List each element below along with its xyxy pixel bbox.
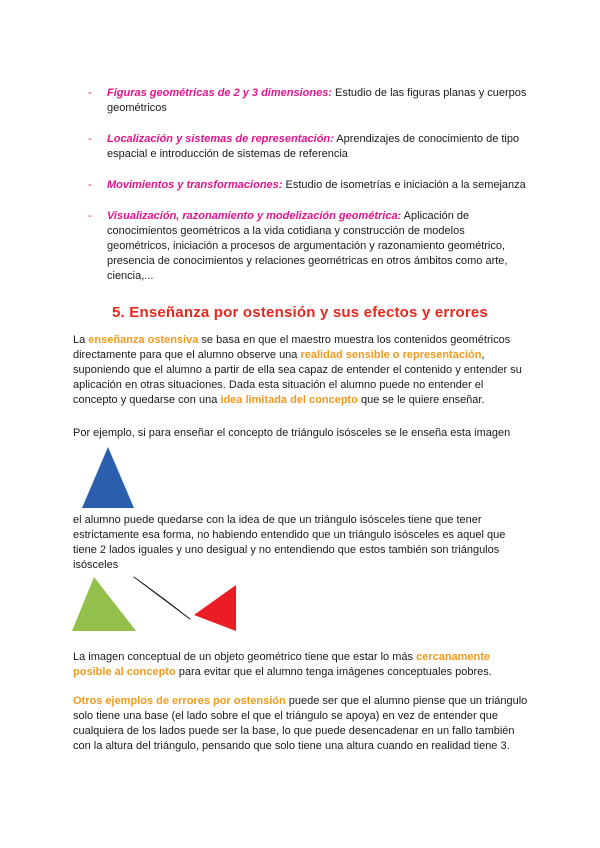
bullet-term: Movimientos y transformaciones:: [107, 179, 283, 191]
paragraph-concept-image: [73, 650, 531, 680]
bullet-text: Estudio de las figuras planas y cuerpos geométricos: [107, 87, 527, 114]
highlight-text: enseñanza ostensiva: [88, 334, 199, 346]
text-run: se basa en que el maestro muestra los contenidos geométricos directamente para que el alumno observe una: [73, 334, 511, 361]
bullet-body: [107, 86, 528, 116]
yellow-triangle-shape: [134, 577, 190, 619]
isosceles-triangles-group: [70, 575, 246, 633]
bullet-marker: -: [88, 87, 92, 99]
red-triangle-shape: [194, 585, 236, 631]
bullet-term: Figuras geométricas de 2 y 3 dimensiones:: [107, 87, 332, 99]
blue-isosceles-triangle: [80, 446, 136, 510]
bullet-body: [107, 209, 528, 284]
bullet-term: Visualización, razonamiento y modelización geométrica:: [107, 210, 402, 222]
bullet-text: Aplicación de conocimientos geométricos a la vida cotidiana y construcción de modelos geométricos, iniciación a procesos de argumentación y razonamiento geométrico, presencia de conocimientos y relaciones geométricas en otros ámbitos como arte, ciencia,...: [107, 210, 508, 282]
highlight-text: realidad sensible o representación: [300, 349, 482, 361]
section-heading: 5. Enseñanza por ostensión y sus efectos y errores: [112, 304, 488, 321]
bullet-body: [107, 132, 528, 162]
bullet-marker: -: [88, 179, 92, 191]
highlight-text: Otros ejemplos de errores por ostensión: [73, 695, 286, 707]
blue-triangle-shape: [82, 447, 134, 508]
paragraph-explanation: el alumno puede quedarse con la idea de que un triángulo isósceles tiene que tener estrictamente esa forma, no habiendo entendido que un triángulo isósceles es aquel que tiene 2 lados iguales y uno desigual y no entendiendo que estos también son triángulos isósceles: [73, 514, 506, 571]
bullet-marker: -: [88, 210, 92, 222]
text-run: , suponiendo que el alumno a partir de ella sea capaz de entender el contenido y entender su aplicación en otras situaciones. Dada esta situación el alumno puede no entender el concepto y quedarse con una: [73, 349, 522, 406]
bullet-text: Estudio de isometrías e iniciación a la semejanza: [282, 179, 526, 191]
bullet-marker: -: [88, 133, 92, 145]
text-run: para evitar que el alumno tenga imágenes conceptuales pobres.: [175, 666, 492, 678]
text-run: que se le quiere enseñar.: [357, 394, 485, 406]
bullet-list: [88, 86, 528, 300]
green-triangle-shape: [72, 577, 136, 631]
paragraph-example: Por ejemplo, si para enseñar el concepto de triángulo isósceles se le enseña esta imagen: [73, 427, 511, 439]
bullet-term: Localización y sistemas de representación:: [107, 133, 334, 145]
text-run: La: [73, 334, 89, 346]
text-run: puede ser que el alumno piense que un triángulo solo tiene una base (el lado sobre el que el triángulo se apoya) en vez de entender que cualquiera de los lados puede ser la base, lo que puede desencadenar en un fallo también con la altura del triángulo, pensando que solo tiene una altura cuando en realidad tiene 3.: [73, 695, 528, 752]
bullet-item: [88, 209, 528, 284]
highlight-text: cercanamente posible al concepto: [73, 651, 491, 678]
highlight-text: idea limitada del concepto: [220, 394, 358, 406]
bullet-item: [88, 132, 528, 162]
paragraph-other-errors: [73, 694, 531, 754]
bullet-body: [107, 178, 528, 193]
bullet-text: Aprendizajes de conocimiento de tipo espacial e introducción de sistemas de referencia: [107, 133, 520, 160]
bullet-item: [88, 178, 528, 193]
text-run: La imagen conceptual de un objeto geométrico tiene que estar lo más: [73, 651, 417, 663]
bullet-item: [88, 86, 528, 116]
paragraph-ostensive: [73, 333, 531, 408]
